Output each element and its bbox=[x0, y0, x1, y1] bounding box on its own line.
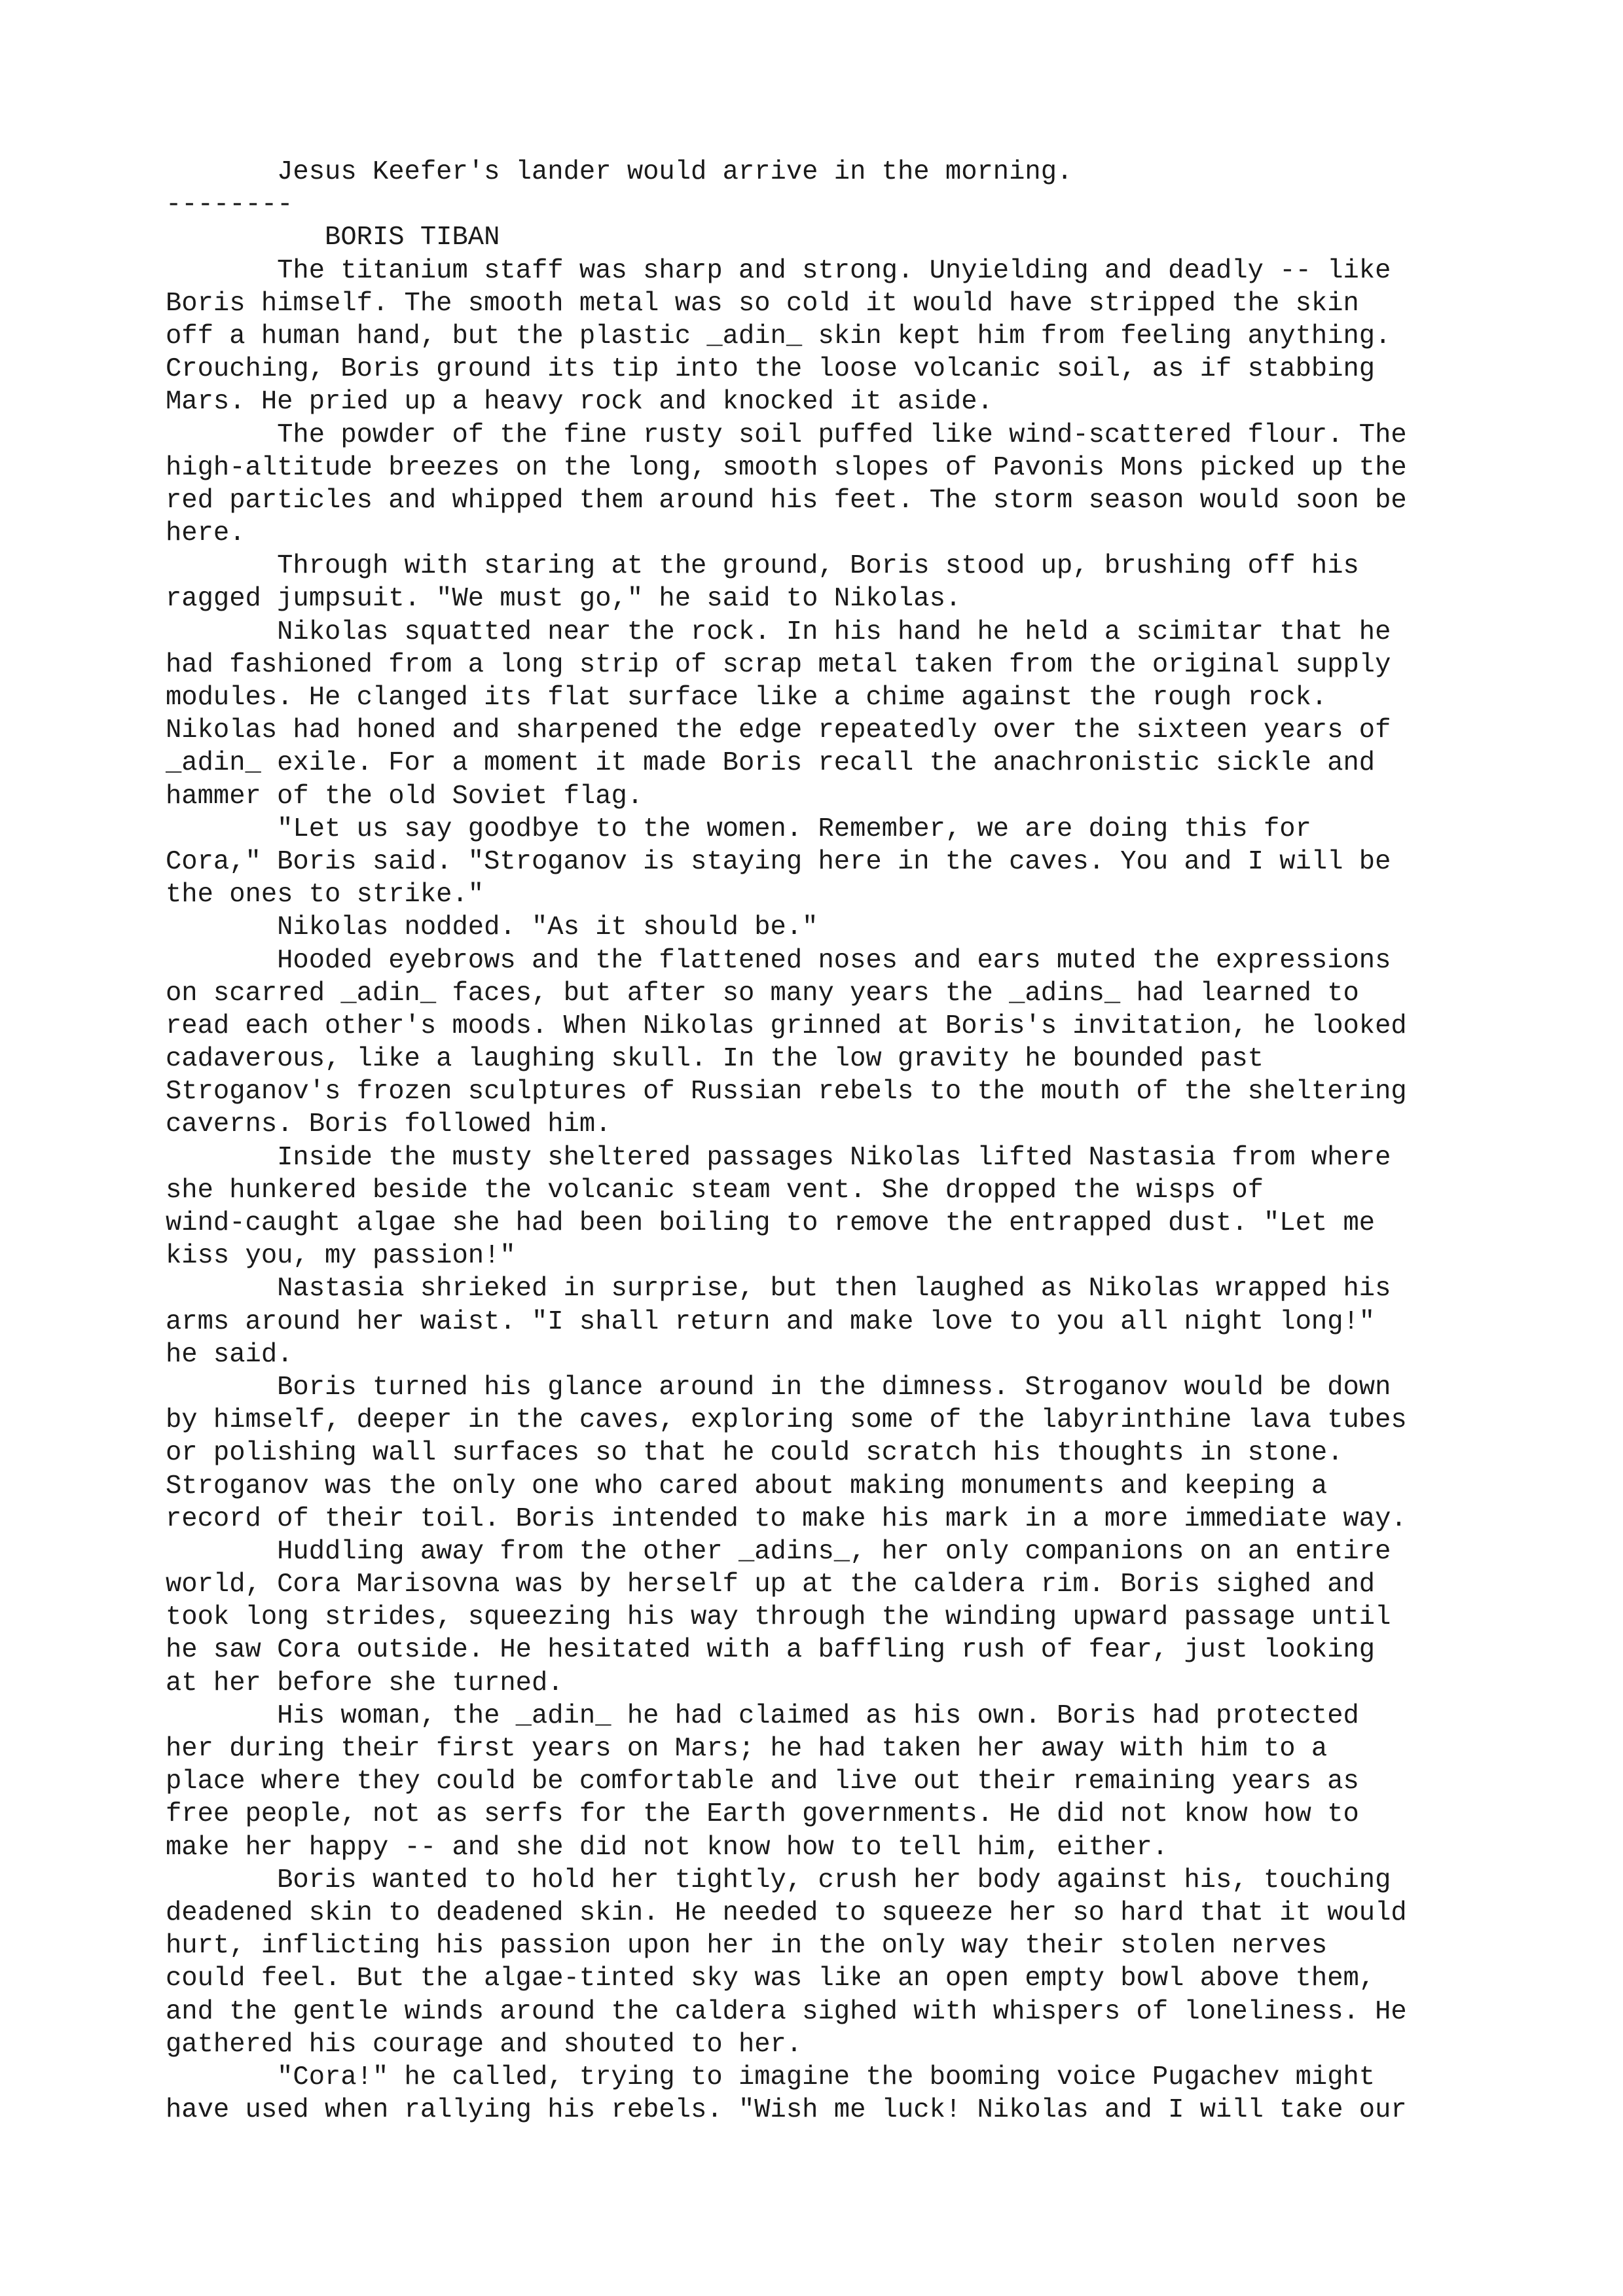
text-line: Boris himself. The smooth metal was so cold it would have stripped the skin bbox=[166, 288, 1359, 319]
text-line: Nikolas had honed and sharpened the edge repeatedly over the sixteen years of bbox=[166, 715, 1391, 746]
text-line: Cora," Boris said. "Stroganov is staying here in the caves. You and I will be bbox=[166, 846, 1391, 877]
text-line: on scarred _adin_ faces, but after so many years the _adins_ had learned to bbox=[166, 978, 1359, 1009]
text-line: "Let us say goodbye to the women. Remember, we are doing this for bbox=[166, 814, 1311, 844]
text-line: Huddling away from the other _adins_, her only companions on an entire bbox=[166, 1536, 1391, 1567]
text-line: wind-caught algae she had been boiling to remove the entrapped dust. "Let me bbox=[166, 1208, 1376, 1238]
text-line: modules. He clanged its flat surface like a chime against the rough rock. bbox=[166, 683, 1328, 713]
body-text bbox=[166, 156, 1619, 2126]
text-line: off a human hand, but the plastic _adin_ skin kept him from feeling anything. bbox=[166, 321, 1391, 351]
text-line: The titanium staff was sharp and strong. Unyielding and deadly -- like bbox=[166, 255, 1391, 286]
text-line: cadaverous, like a laughing skull. In the low gravity he bounded past bbox=[166, 1044, 1264, 1075]
text-line: he saw Cora outside. He hesitated with a baffling rush of fear, just looking bbox=[166, 1635, 1376, 1666]
text-line: Nastasia shrieked in surprise, but then laughed as Nikolas wrapped his bbox=[166, 1274, 1391, 1304]
text-line: have used when rallying his rebels. "Wish me luck! Nikolas and I will take our bbox=[166, 2095, 1407, 2126]
text-line: Crouching, Boris ground its tip into the loose volcanic soil, as if stabbing bbox=[166, 354, 1376, 385]
text-line: The powder of the fine rusty soil puffed like wind-scattered flour. The bbox=[166, 420, 1407, 450]
section-divider: -------- bbox=[166, 190, 293, 221]
text-line: red particles and whipped them around his feet. The storm season would soon be bbox=[166, 485, 1407, 516]
text-line: Inside the musty sheltered passages Nikolas lifted Nastasia from where bbox=[166, 1142, 1391, 1173]
text-line: kiss you, my passion!" bbox=[166, 1241, 516, 1272]
text-line: Stroganov's frozen sculptures of Russian rebels to the mouth of the sheltering bbox=[166, 1077, 1407, 1107]
text-line: arms around her waist. "I shall return and make love to you all night long!" bbox=[166, 1306, 1376, 1337]
section-heading: BORIS TIBAN bbox=[166, 223, 500, 253]
text-line: took long strides, squeezing his way through the winding upward passage until bbox=[166, 1602, 1391, 1633]
text-line: make her happy -- and she did not know how to tell him, either. bbox=[166, 1832, 1169, 1863]
text-line: her during their first years on Mars; he had taken her away with him to a bbox=[166, 1734, 1328, 1764]
text-line: or polishing wall surfaces so that he could scratch his thoughts in stone. bbox=[166, 1438, 1343, 1469]
text-line: had fashioned from a long strip of scrap metal taken from the original supply bbox=[166, 649, 1391, 680]
text-line: Boris turned his glance around in the dimness. Stroganov would be down bbox=[166, 1372, 1391, 1403]
text-line: record of their toil. Boris intended to make his mark in a more immediate way. bbox=[166, 1503, 1407, 1534]
text-line: Nikolas nodded. "As it should be." bbox=[166, 912, 818, 943]
text-line: deadened skin to deadened skin. He needed to squeeze her so hard that it would bbox=[166, 1897, 1407, 1928]
text-line: Mars. He pried up a heavy rock and knocked it aside. bbox=[166, 387, 993, 418]
text-line: Hooded eyebrows and the flattened noses and ears muted the expressions bbox=[166, 945, 1391, 976]
text-line: "Cora!" he called, trying to imagine the booming voice Pugachev might bbox=[166, 2062, 1376, 2092]
text-line: Jesus Keefer's lander would arrive in the morning. bbox=[166, 157, 1073, 187]
text-line: ragged jumpsuit. "We must go," he said to Nikolas. bbox=[166, 584, 962, 615]
text-line: world, Cora Marisovna was by herself up at the caldera rim. Boris sighed and bbox=[166, 1570, 1376, 1600]
text-line: he said. bbox=[166, 1339, 293, 1370]
text-line: could feel. But the algae-tinted sky was like an open empty bowl above them, bbox=[166, 1964, 1376, 1994]
text-line: caverns. Boris followed him. bbox=[166, 1109, 611, 1140]
text-line: read each other's moods. When Nikolas grinned at Boris's invitation, he looked bbox=[166, 1011, 1407, 1041]
text-line: hammer of the old Soviet flag. bbox=[166, 781, 644, 812]
text-line: free people, not as serfs for the Earth governments. He did not know how to bbox=[166, 1799, 1359, 1830]
text-line: Nikolas squatted near the rock. In his hand he held a scimitar that he bbox=[166, 617, 1391, 647]
text-line: Stroganov was the only one who cared about making monuments and keeping a bbox=[166, 1471, 1328, 1501]
text-line: Boris wanted to hold her tightly, crush her body against his, touching bbox=[166, 1865, 1391, 1895]
text-line: hurt, inflicting his passion upon her in the only way their stolen nerves bbox=[166, 1931, 1328, 1962]
text-line: place where they could be comfortable and live out their remaining years as bbox=[166, 1767, 1359, 1797]
text-line: here. bbox=[166, 518, 246, 549]
text-line: by himself, deeper in the caves, exploring some of the labyrinthine lava tubes bbox=[166, 1405, 1407, 1436]
text-line: the ones to strike." bbox=[166, 880, 484, 910]
text-line: _adin_ exile. For a moment it made Boris recall the anachronistic sickle and bbox=[166, 748, 1376, 779]
text-line: Through with staring at the ground, Boris stood up, brushing off his bbox=[166, 551, 1359, 582]
text-line: she hunkered beside the volcanic steam vent. She dropped the wisps of bbox=[166, 1175, 1264, 1206]
text-line: His woman, the _adin_ he had claimed as his own. Boris had protected bbox=[166, 1700, 1359, 1731]
text-line: and the gentle winds around the caldera sighed with whispers of loneliness. He bbox=[166, 1996, 1407, 2027]
text-line: at her before she turned. bbox=[166, 1668, 564, 1698]
text-line: gathered his courage and shouted to her. bbox=[166, 2029, 803, 2060]
text-line: high-altitude breezes on the long, smooth slopes of Pavonis Mons picked up the bbox=[166, 452, 1407, 483]
